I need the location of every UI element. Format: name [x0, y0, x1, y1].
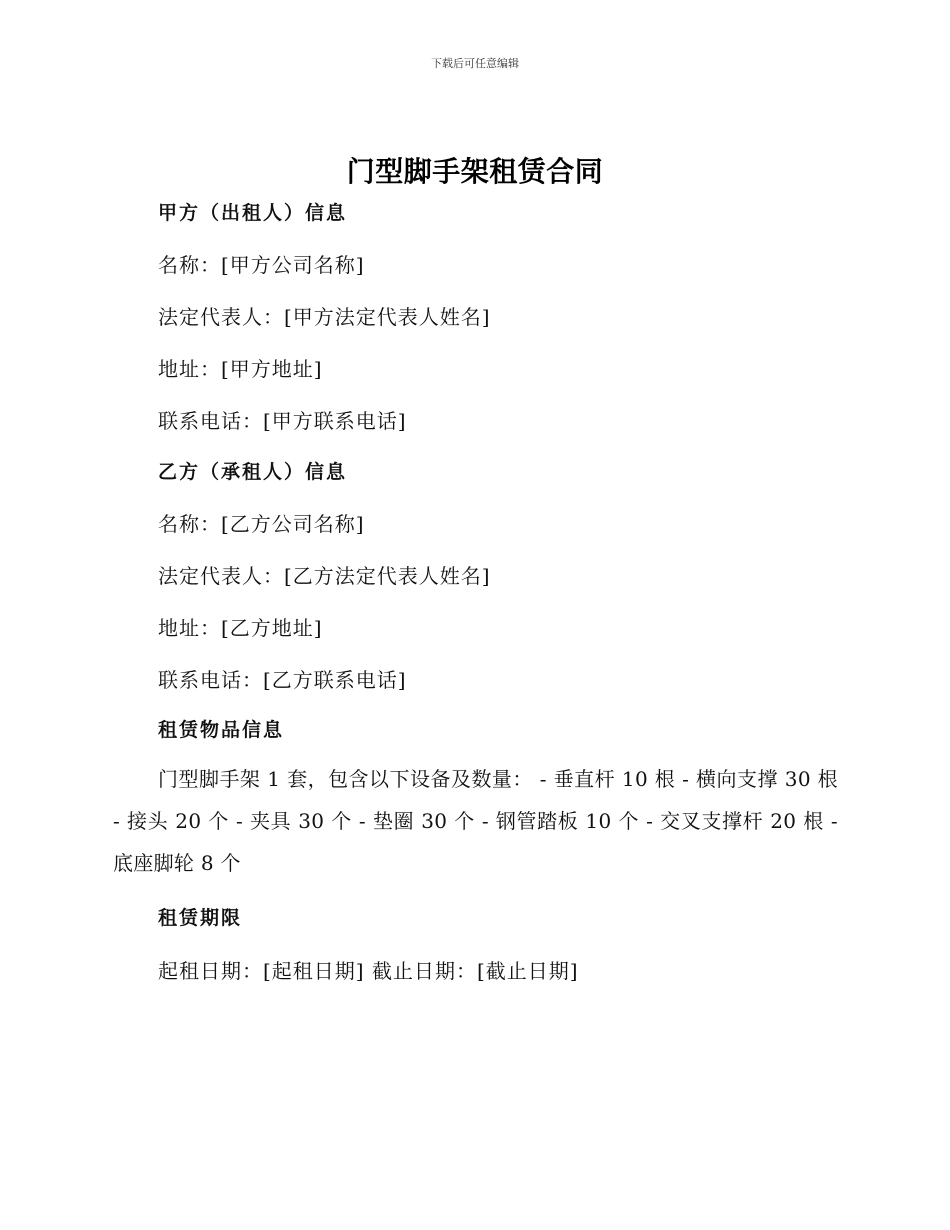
term-dates: 起租日期：[起租日期] 截止日期：[截止日期]	[158, 959, 579, 983]
page-header-note: 下载后可任意编辑	[431, 57, 519, 70]
party-b-heading: 乙方（承租人）信息	[158, 461, 348, 483]
party-b-name: 名称：[乙方公司名称]	[158, 512, 365, 536]
party-b-address: 地址：[乙方地址]	[158, 616, 323, 640]
term-heading: 租赁期限	[158, 907, 243, 929]
party-b-phone: 联系电话：[乙方联系电话]	[158, 668, 407, 692]
items-description: 门型脚手架 1 套，包含以下设备及数量： - 垂直杆 10 根 - 横向支撑 30 根 - 接头 20 个 - 夹具 30 个 - 垫圈 30 个 - 钢管踏板 10 个 - 交叉支撑杆 20 根 - 底座脚轮 8 个	[113, 767, 838, 875]
party-a-address: 地址：[甲方地址]	[158, 357, 323, 381]
party-a-heading: 甲方（出租人）信息	[158, 202, 348, 224]
document-title: 门型脚手架租赁合同	[346, 155, 604, 188]
party-a-phone: 联系电话：[甲方联系电话]	[158, 409, 407, 433]
party-b-representative: 法定代表人：[乙方法定代表人姓名]	[158, 564, 491, 588]
items-heading: 租赁物品信息	[158, 719, 285, 741]
party-a-name: 名称：[甲方公司名称]	[158, 253, 365, 277]
party-a-representative: 法定代表人：[甲方法定代表人姓名]	[158, 305, 491, 329]
